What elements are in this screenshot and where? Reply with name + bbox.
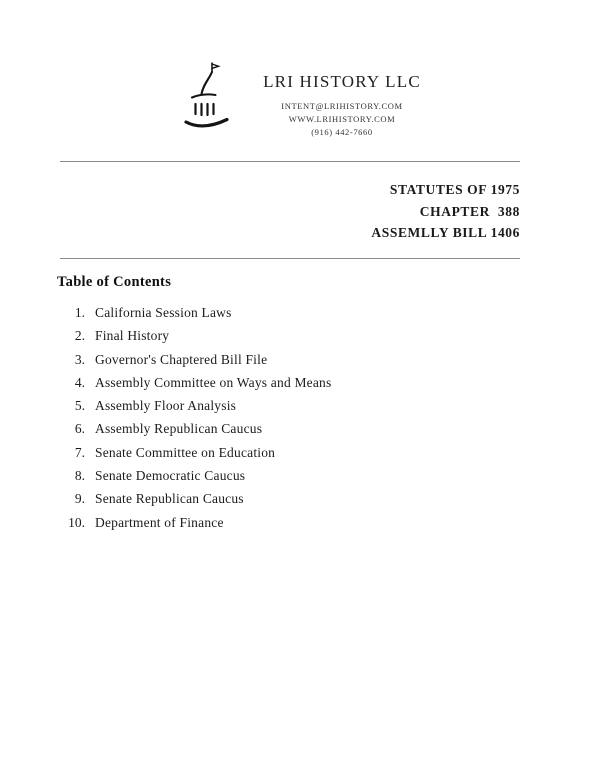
- assembly-bill-line: ASSEMLLY BILL 1406: [371, 225, 520, 240]
- toc-item: [57, 516, 331, 530]
- toc-item: [57, 329, 331, 343]
- toc-item-number: 1.: [74, 305, 85, 320]
- toc-item-number: 3.: [74, 351, 85, 367]
- toc-heading: Table of Contents: [57, 274, 172, 290]
- toc-list: [57, 306, 331, 539]
- toc-item-label: Assembly Republican Caucus: [95, 421, 263, 437]
- toc-item-label: Assembly Floor Analysis: [95, 398, 237, 414]
- toc-item: [57, 446, 331, 460]
- toc-item-label: California Session Laws: [95, 305, 232, 320]
- toc-item-number: 10.: [68, 514, 85, 530]
- hand-drawn-quill-sketch-icon: [179, 60, 237, 136]
- toc-item: [57, 399, 331, 413]
- toc-item-label: Assembly Committee on Ways and Means: [95, 374, 332, 390]
- statute-reference-block: [371, 179, 520, 244]
- toc-item: [57, 422, 331, 436]
- toc-item-number: 4.: [74, 374, 85, 390]
- statutes-line: STATUTES OF 1975: [389, 182, 520, 197]
- company-contact-block: [263, 60, 421, 139]
- lri-logo-icon: [179, 60, 237, 136]
- toc-item: [57, 376, 331, 390]
- toc-item-label: Final History: [95, 328, 170, 344]
- company-phone: (916) 442-7660: [311, 127, 373, 137]
- company-email: INTENT@LRIHISTORY.COM: [281, 101, 403, 111]
- toc-item-number: 6.: [74, 421, 85, 437]
- toc-item: [57, 353, 331, 367]
- toc-item-number: 7.: [74, 444, 85, 460]
- company-website: WWW.LRIHISTORY.COM: [288, 114, 396, 124]
- toc-item-number: 9.: [74, 491, 85, 507]
- toc-item-label: Department of Finance: [95, 514, 224, 530]
- toc-item-label: Governor's Chaptered Bill File: [95, 351, 268, 367]
- company-name: LRI HISTORY LLC: [263, 72, 421, 91]
- toc-item-number: 5.: [74, 398, 85, 414]
- toc-item-number: 8.: [74, 468, 85, 484]
- divider-bottom: [60, 258, 520, 259]
- toc-item: [57, 492, 331, 506]
- letterhead: [0, 60, 600, 139]
- toc-item: [57, 469, 331, 483]
- toc-item-label: Senate Republican Caucus: [95, 491, 244, 507]
- toc-item-label: Senate Democratic Caucus: [95, 468, 246, 484]
- divider-top: [60, 161, 520, 162]
- toc-item-number: 2.: [74, 328, 85, 344]
- toc-item-label: Senate Committee on Education: [95, 444, 276, 460]
- chapter-line: CHAPTER 388: [419, 203, 520, 219]
- toc-item: [57, 306, 331, 320]
